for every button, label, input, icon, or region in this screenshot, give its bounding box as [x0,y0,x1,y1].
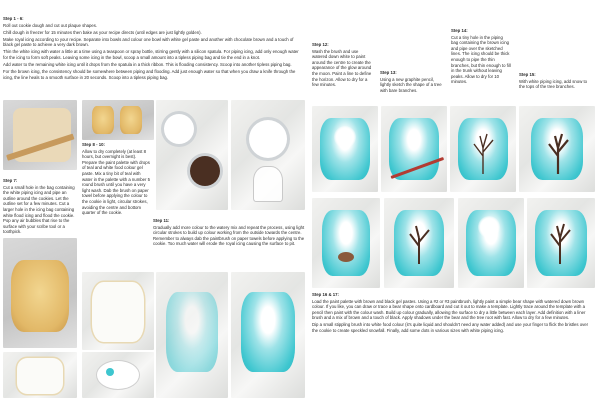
icing-bowl [249,120,287,158]
step-16-photo [312,198,380,288]
step-8-10-body: Allow to dry completely (at least 8 hours, but overnight is best). Prepare the paint palette with drops of teal and white food colour gel paste. Mix a tiny bit of teal with water in the palette with a number 5 round brush until you have a very light wash. Dab the brush on paper towel before applying the colour to the cookie in light, circular strokes, avoiding the centre and bottom quarter of the cookie. [82,148,151,216]
step-15-photo [519,106,595,192]
step-7-photo [3,238,77,348]
step-11-photo-b [231,272,305,398]
step-17-photo [458,198,524,288]
step-13-photo [381,106,447,192]
step-13-body: Using a new graphite pencil, lightly sketch the shape of a tree with bare branches. [380,76,442,93]
step-14-photo [450,106,516,192]
step-11-body: Gradually add more colour to the watery mix and repeat the process, using light circular strokes to build up colour working from the outside towards the centre. Remember to always dab the paintbrush on paper towels before applying to the cookie. Too much water will erode the royal icing causing the surface to pit. [153,224,305,247]
step-11-photo-a [156,272,228,398]
step-14-text [451,28,511,85]
step-paragraph: Add water to the remaining white icing until it drops from the spatula in a thick ribbon. This is flooding consistency. Scoop into another tipless piping bag. [3,62,292,68]
step-11-text [153,218,305,247]
step-paragraph: Chill dough in freezer for 15 minutes then bake as your recipe directs (until edges are just lightly golden). [3,29,202,35]
step-5-photo [231,100,305,210]
paint-palette [96,360,140,390]
step-7-text [3,178,77,235]
cookie-cutout [120,106,142,134]
step-13-title: Step 13: [380,70,397,75]
step-16b-photo [384,198,454,288]
step-15-title: Step 15: [519,72,536,77]
step-paragraph: Roll out cookie dough and cut out plaque shapes. [3,22,98,28]
teal-paint-drop [106,368,114,376]
step-2-photo [82,100,154,140]
bear-cookie [322,210,370,276]
moon-glow [478,216,500,238]
tree-with-bear [404,220,434,264]
step-15-body: With white piping icing, add snow to the tops of the tree branches. [519,78,588,90]
step-7-outline-photo [3,352,77,398]
step-11-title: Step 11: [153,218,170,223]
piping-bag [253,166,283,202]
step-paragraph: Make royal icing according to your recipe. Separate into bowls and colour one bowl with white gel paste and another with chocolate brown and a touch of black gel paste to achieve a very dark brown. [3,36,294,48]
bear-shape [338,252,354,262]
tree-iced [543,130,573,174]
step-1-photo [3,100,77,170]
cookie-cutout [92,106,114,134]
step-15-text [519,72,589,90]
step-7-body: Cut a small hole in the bag containing the white piping icing and pipe an outline around the cookies. Let the outline set for a few minutes. Cut a larger hole in the icing bag containing white flood icing and flood the cookie. Pop any air bubbles that rise to the surface with your scribe tool or a toothpick. [3,184,75,235]
step-4-photo [156,100,228,210]
step-1-6-text [3,16,303,82]
moon-glow [334,126,356,148]
step-8-10-text [82,142,152,216]
step-14-title: Step 14: [451,28,468,33]
step-16-17-title: Step 16 & 17: [312,292,339,297]
baked-cookie [11,260,69,332]
step-paragraph: Dip a small stippling brush into white food colour (it's quite liquid and shouldn't need any water added) and use your finger to flick the bristles over the cookie to create speckled snowfall. Finally, add some dots in various sizes with white piping icing. [312,322,589,334]
step-paragraph: Load the paint palette with brown and black gel pastes. Using a #2 or #3 paintbrush, lightly paint a simple bear shape with watered down brown colour. If you like, you can draw or trace a bear shape onto cardboard and cut it out to make a template. Lightly trace around the template with a pencil then paint with the colour wash. Build up colour gradually, allowing the surface to dry a little between each layer. Add definition with a liner brush and a mix of brown and a touch of black. Apply shadows under the bear and the tree root with fast. Allow to dry for a few minutes. [312,298,586,321]
step-14-body: Cut a tiny hole in the piping bag containing the brown icing and pipe over the sketched lines. The icing should be thick enough to pipe the thin branches, but thin enough to fill in the trunk without leaving peaks. Allow to dry for 10 minutes. [451,34,511,85]
painted-cookie [166,292,218,372]
step-12-text [312,42,374,88]
step-12-title: Step 12: [312,42,329,47]
flooded-cookie [17,358,63,394]
step-9-photo [82,352,154,398]
step-16-17-text [312,292,594,335]
painted-cookie [241,292,295,372]
brown-icing-bowl [190,156,220,186]
step-8-10-title: Step 8 - 10: [82,142,105,147]
step-12-photo [312,106,378,192]
step-17b-photo [527,198,595,288]
step-7-title: Step 7: [3,178,18,183]
finished-tree [545,220,575,264]
step-1-6-title: Step 1 - 6: [3,16,24,21]
step-13-text [380,70,442,93]
step-paragraph: Thin the white icing with water a little at a time using a teaspoon or spray bottle, stirring gently with a silicon spatula. For piping icing, add only enough water for the icing to form soft peaks. Leaving some icing in the bowl, scoop a small amount into a tipless piping bag and tie the end in a knot. [3,49,299,61]
step-8-photo [82,272,154,350]
white-icing-bowl [164,114,194,144]
step-paragraph: For the brown icing, the consistency should be somewhere between piping and flooding. Add just enough water so that when you draw a knife through the icing, the line heals to a smooth surface in 20 seconds. Scoop into a tipless piping bag. [3,69,296,80]
step-12-body: Wash the brush and use watered down white to paint around the centre to create the appearance of the glow around the moon. Paint a line to define the horizon. Allow to dry for a few minutes. [312,48,372,88]
iced-cookie [92,282,144,342]
tree-sketch [468,130,498,174]
